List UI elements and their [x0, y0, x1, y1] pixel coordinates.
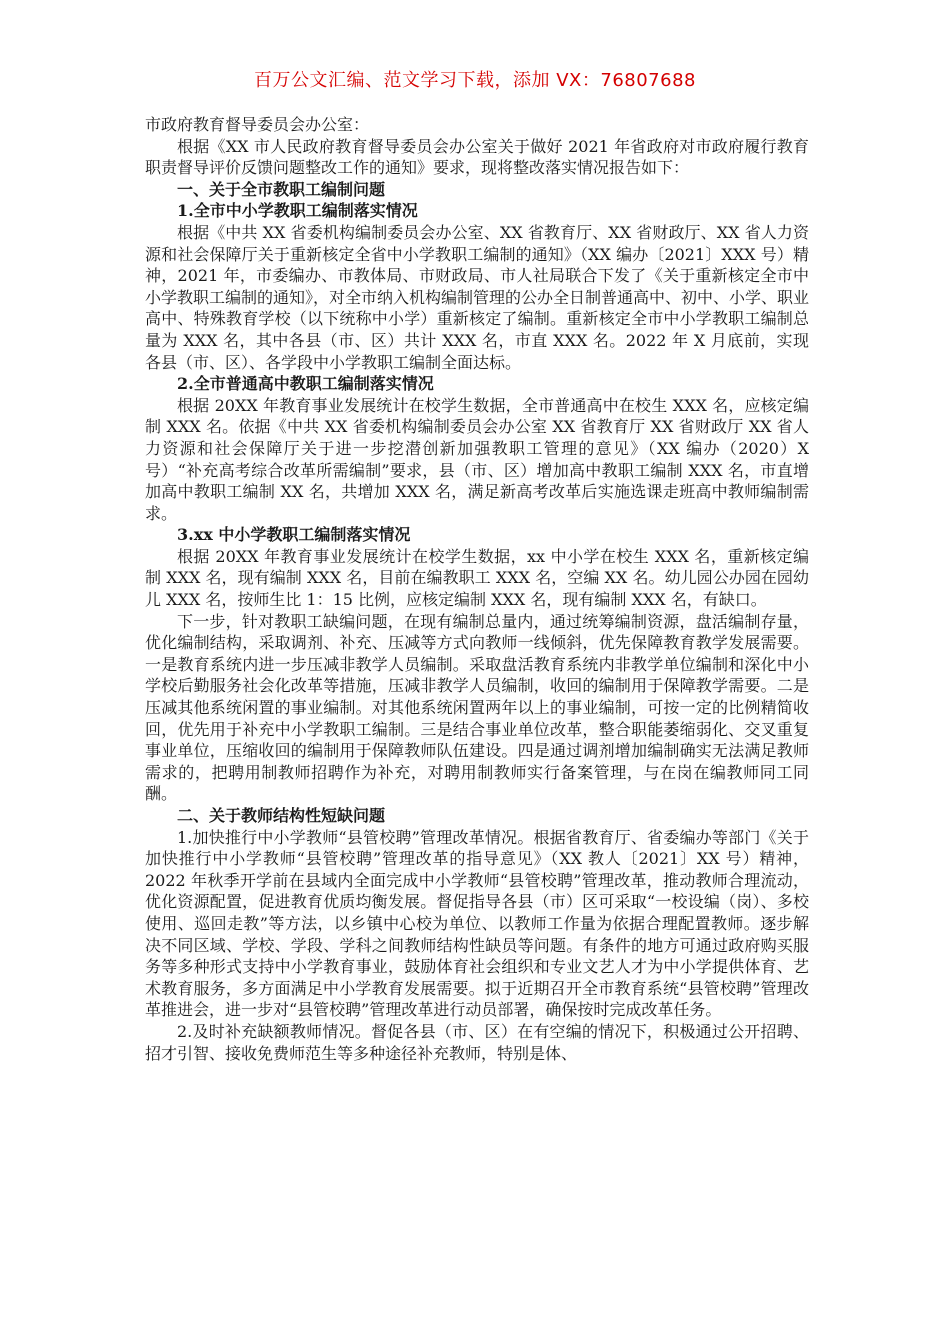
section-1-subheading-3: 3.xx 中小学教职工编制落实情况: [177, 525, 411, 545]
intro-paragraph: 根据《XX 市人民政府教育督导委员会办公室关于做好 2021 年省政府对市政府履行教育职责督导评价反馈问题整改工作的通知》要求，现将整改落实情况报告如下：: [145, 136, 809, 178]
section-1-paragraph-3: 根据 20XX 年教育事业发展统计在校学生数据，xx 中小学在校生 XXX 名，重新核定编制 XXX 名，现有编制 XXX 名，目前在编教职工 XXX 名，空编 XX 名。幼儿园公办园在园幼儿 XXX 名，按师生比 1：15 比例，应核定编制 XXX 名，现有编制 XXX 名，有缺口。: [145, 546, 809, 610]
section-1-subheading-2: 2.全市普通高中教职工编制落实情况: [177, 374, 434, 394]
section-2-item-2: 2.及时补充缺额教师情况。督促各县（市、区）在有空编的情况下，积极通过公开招聘、招才引智、接收免费师范生等多种途径补充教师，特别是体、: [145, 1021, 809, 1063]
watermark-banner: 百万公文汇编、范文学习下载，添加 VX：76807688: [254, 70, 696, 91]
section-2-item-1: 1.加快推行中小学教师“县管校聘”管理改革情况。根据省教育厅、省委编办等部门《关于加快推行中小学教师“县管校聘”管理改革的指导意见》（XX 教人〔2021〕XX 号）精神，2022 年秋季开学前在县域内全面完成中小学教师“县管校聘”管理改革，推动教师合理流动，优化资源配置，促进教育优质均衡发展。督促指导各县（市）区可采取“一校设编（岗）、多校使用、巡回走教”等方法，以乡镇中心校为单位、以教师工作量为依据合理配置教师。逐步解决不同区域、学校、学段、学科之间教师结构性缺员等问题。有条件的地方可通过政府购买服务等多种形式支持中小学教育事业，鼓励体育社会组织和专业文艺人才为中小学提供体育、艺术教育服务，多方面满足中小学教育发展需要。拟于近期召开全市教育系统“县管校聘”管理改革推进会，进一步对“县管校聘”管理改革进行动员部署，确保按时完成改革任务。: [145, 827, 809, 1020]
section-1-paragraph-1: 根据《中共 XX 省委机构编制委员会办公室、XX 省教育厅、XX 省财政厅、XX 省人力资源和社会保障厅关于重新核定全省中小学教职工编制的通知》（XX 编办〔2021〕XXX 号）精神，2021 年，市委编办、市教体局、市财政局、市人社局联合下发了《关于重新核定全市中小学教职工编制的通知》，对全市纳入机构编制管理的公办全日制普通高中、初中、小学、职业高中、特殊教育学校（以下统称中小学）重新核定了编制。重新核定全市中小学教职工编制总量为 XXX 名，其中各县（市、区）共计 XXX 名，市直 XXX 名。2022 年 X 月底前，实现各县（市、区）、各学段中小学教职工编制全面达标。: [145, 222, 810, 372]
section-2-heading: 二、关于教师结构性短缺问题: [177, 806, 386, 825]
section-1-paragraph-2: 根据 20XX 年教育事业发展统计在校学生数据，全市普通高中在校生 XXX 名，应核定编制 XXX 名。依据《中共 XX 省委机构编制委员会办公室 XX 省教育厅 XX 省财政厅 XX 省人力资源和社会保障厅关于进一步挖潜创新加强教职工管理的意见》（XX 编办（2020）X 号）“补充高考综合改革所需编制”要求，县（市、区）增加高中教职工编制 XXX 名，市直增加高中教职工编制 XX 名，共增加 XXX 名，满足新高考改革后实施选课走班高中教师编制需求。: [145, 395, 809, 523]
document-body: [145, 114, 809, 1064]
next-step-paragraph: 下一步，针对教职工缺编问题，在现有编制总量内，通过统筹编制资源，盘活编制存量，优化编制结构，采取调剂、补充、压减等方式向教师一线倾斜，优先保障教育教学发展需要。一是教育系统内进一步压减非教学人员编制。采取盘活教育系统内非教学单位编制和深化中小学校后勤服务社会化改革等措施，压减非教学人员编制，收回的编制用于保障教学需要。二是压减其他系统闲置的事业编制。对其他系统闲置两年以上的事业编制，可按一定的比例精简收回，优先用于补充中小学教职工编制。三是结合事业单位改革，整合职能萎缩弱化、交叉重复事业单位，压缩收回的编制用于保障教师队伍建设。四是通过调剂增加编制确实无法满足教师需求的，把聘用制教师招聘作为补充，对聘用制教师实行备案管理，与在岗在编教师同工同酬。: [145, 611, 809, 804]
section-1-subheading-1: 1.全市中小学教职工编制落实情况: [177, 201, 418, 221]
section-1-heading: 一、关于全市教职工编制问题: [177, 179, 386, 199]
salutation: 市政府教育督导委员会办公室：: [145, 115, 370, 134]
